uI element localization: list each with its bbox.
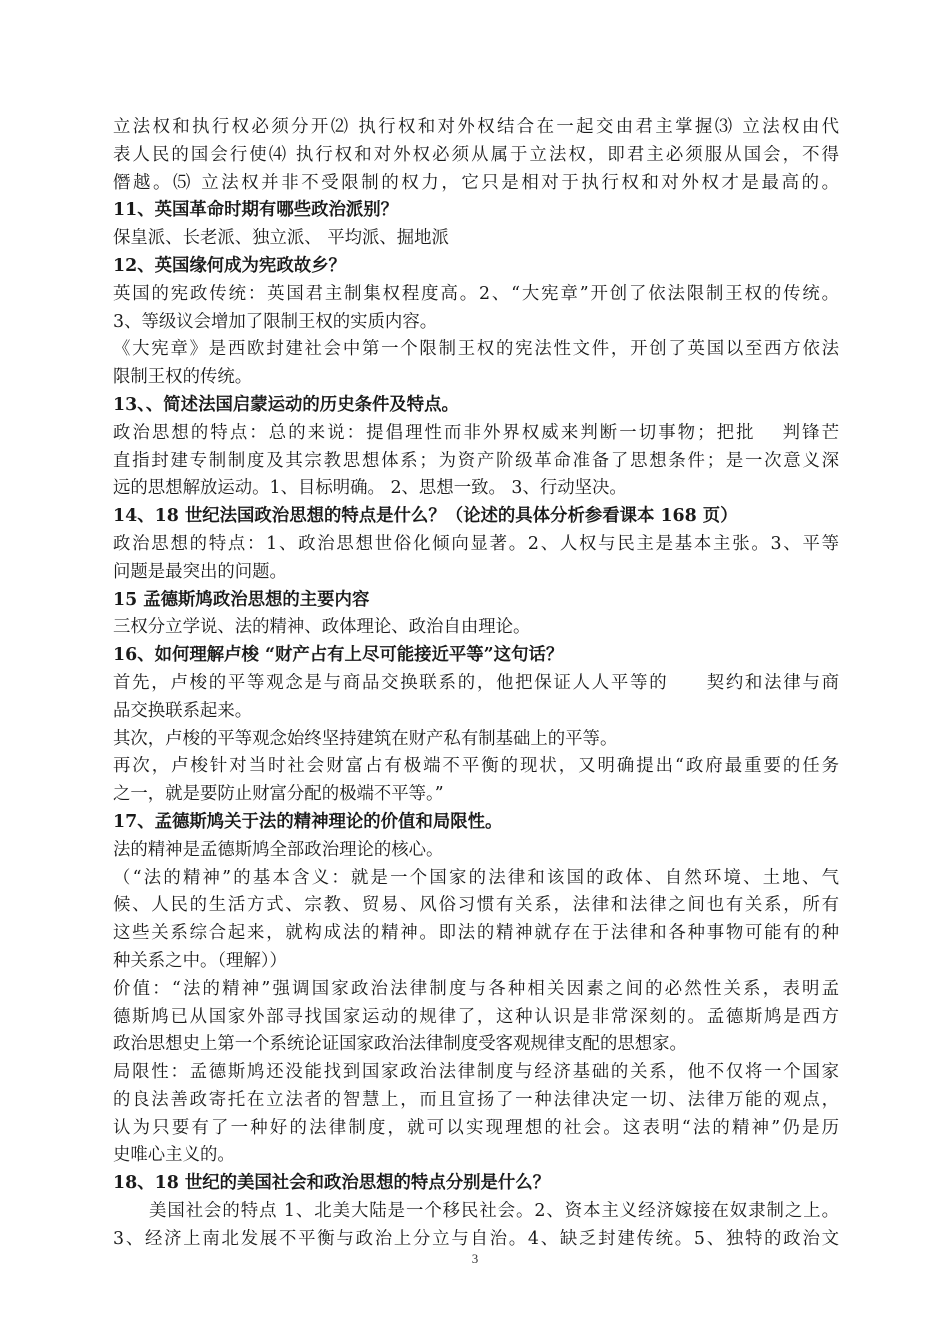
text-line: 《大宪章》是西欧封建社会中第一个限制王权的宪法性文件，开创了英国以至西方依法 <box>113 339 839 360</box>
text-line: 德斯鸠已从国家外部寻找国家运动的规律了，这种认识是非常深刻的。孟德斯鸠是西方 <box>113 1006 839 1027</box>
text-line: 之一，就是要防止财富分配的极端不平等。” <box>113 784 444 805</box>
text-line: 再次，卢梭针对当时社会财富占有极端不平衡的现状，又明确提出“政府最重要的任务 <box>113 756 839 777</box>
text-line: 政治思想的特点：总的来说：提倡理性而非外界权威来判断一切事物；把批 判锋芒 <box>113 422 839 443</box>
text-line: 品交换联系起来。 <box>113 700 253 721</box>
text-line: 其次，卢梭的平等观念始终坚持建筑在财产私有制基础上的平等。 <box>113 728 618 749</box>
text-line: 价值：“法的精神”强调国家政治法律制度与各种相关因素之间的必然性关系，表明孟 <box>113 978 839 999</box>
question-heading: 17、孟德斯鸠关于法的精神理论的价值和局限性。 <box>113 811 503 832</box>
text-line: 立法权和执行权必须分开⑵ 执行权和对外权结合在一起交由君主掌握⑶ 立法权由代 <box>113 117 839 137</box>
text-line: 的良法善政寄托在立法者的智慧上，而且宣扬了一种法律决定一切、法律万能的观点， <box>113 1089 839 1110</box>
document-body <box>113 114 839 1254</box>
text-line: 直指封建专制制度及其宗教思想体系；为资产阶级革命准备了思想条件；是一次意义深 <box>113 450 839 471</box>
text-line: 局限性：孟德斯鸠还没能找到国家政治法律制度与经济基础的关系，他不仅将一个国家 <box>113 1062 839 1083</box>
text-line: 3、等级议会增加了限制王权的实质内容。 <box>113 311 438 332</box>
text-line: 史唯心主义的。 <box>113 1145 235 1166</box>
text-line: （“法的精神”的基本含义：就是一个国家的法律和该国的政体、自然环境、土地、气 <box>113 867 839 888</box>
question-heading: 11、英国革命时期有哪些政治派别？ <box>113 200 399 221</box>
text-line: 三权分立学说、法的精神、政体理论、政治自由理论。 <box>113 617 531 638</box>
text-line: 保皇派、长老派、独立派、 平均派、掘地派 <box>113 228 449 249</box>
text-line: 首先，卢梭的平等观念是与商品交换联系的，他把保证人人平等的 契约和法律与商 <box>113 672 839 693</box>
question-heading: 15 孟德斯鸠政治思想的主要内容 <box>113 589 370 610</box>
text-line: 这些关系综合起来，就构成法的精神。即法的精神就存在于法律和各种事物可能有的种 <box>113 923 839 944</box>
text-line: 远的思想解放运动。1、目标明确。 2、思想一致。 3、行动坚决。 <box>113 478 627 499</box>
text-line: 种关系之中。（理解）） <box>113 950 287 971</box>
text-line: 认为只要有了一种好的法律制度，就可以实现理想的社会。这表明“法的精神”仍是历 <box>113 1117 839 1138</box>
text-line: 英国的宪政传统：英国君主制集权程度高。2、“大宪章”开创了依法限制王权的传统。 <box>113 283 839 304</box>
text-line: 政治思想的特点：1、政治思想世俗化倾向显著。2、人权与民主是基本主张。3、平等 <box>113 533 839 554</box>
text-line: 候、人民的生活方式、宗教、贸易、风俗习惯有关系，法律和法律之间也有关系，所有 <box>113 895 839 916</box>
text-line: 表人民的国会行使⑷ 执行权和对外权必须从属于立法权，即君主必须服从国会，不得 <box>113 144 839 165</box>
question-heading: 18、18 世纪的美国社会和政治思想的特点分别是什么？ <box>113 1173 551 1194</box>
text-line: 限制王权的传统。 <box>113 367 253 388</box>
question-heading: 12、英国缘何成为宪政故乡？ <box>113 255 346 276</box>
text-line: 政治思想史上第一个系统论证国家政治法律制度受客观规律支配的思想家。 <box>113 1034 687 1055</box>
text-line: 美国社会的特点 1、北美大陆是一个移民社会。2、资本主义经济嫁接在奴隶制之上。 <box>149 1201 839 1222</box>
text-line: 法的精神是孟德斯鸠全部政治理论的核心。 <box>113 839 444 860</box>
question-heading: 16、如何理解卢梭 “财产占有上尽可能接近平等”这句话？ <box>113 645 564 666</box>
text-line: 问题是最突出的问题。 <box>113 561 287 582</box>
question-heading: 13、、简述法国启蒙运动的历史条件及特点。 <box>113 394 459 415</box>
text-line: 僭越。⑸ 立法权并非不受限制的权力，它只是相对于执行权和对外权才是最高的。 <box>113 172 839 193</box>
page-number: 3 <box>471 1251 479 1266</box>
text-line: 3、经济上南北发展不平衡与政治上分立与自治。4、缺乏封建传统。5、独特的政治文 <box>113 1228 839 1249</box>
question-heading: 14、18 世纪法国政治思想的特点是什么？（论述的具体分析参看课本 168 页） <box>113 506 738 527</box>
